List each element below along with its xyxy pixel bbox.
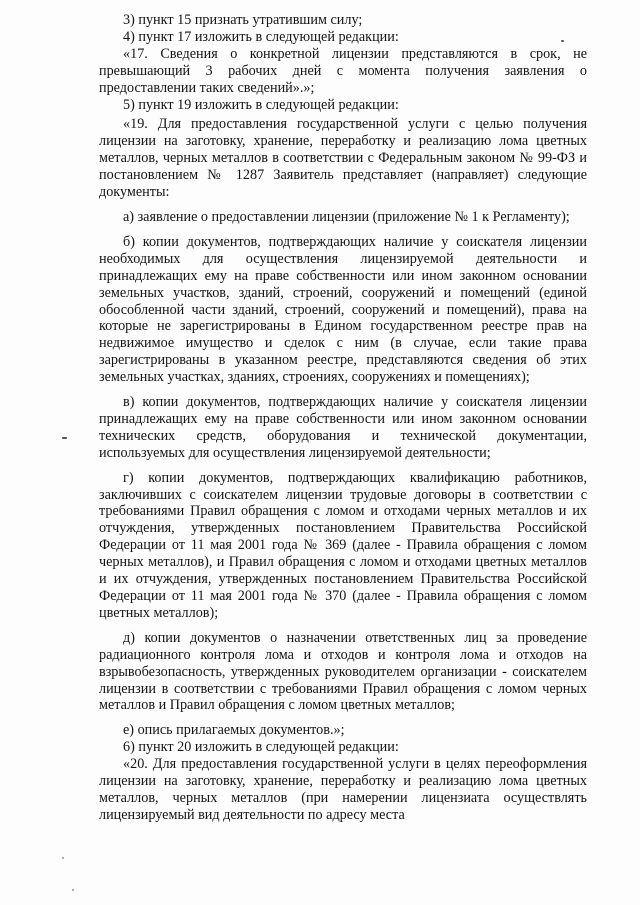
subitem-a-paragraph: а) заявление о предоставлении лицензии (приложение № 1 к Регламенту);: [123, 208, 570, 225]
clause-19-paragraph: «19. Для предоставления государственной услуги с целью получения лицензии на заготовку, хранение, переработку и реализацию лома цветных металлов, черных металлов в соответствии с Федеральным законом № 99-ФЗ и постановлением № 1287 Заявитель представляет (направляет) следующие документы:: [99, 116, 587, 201]
scan-speck-mark: [62, 857, 64, 859]
clause-20-paragraph: «20. Для предоставления государственной услуги в целях переоформления лицензии на заготовку, хранение, переработку и реализацию лома цветных металлов, черных металлов (при намерении лицензиата осуществлять лицензируемый вид деятельности по адресу места: [99, 756, 587, 823]
subitem-d-paragraph: д) копии документов о назначении ответственных лиц за проведение радиационного контроля лома и отходов и контроля лома и отходов на взрывобезопасность, утвержденных руководителем организации - соискателем лицензии в соответствии с требованиями Правил обращения с ломом черных металлов и Правил обращения с ломом цветных металлов;: [99, 629, 587, 714]
clause-17-paragraph: «17. Сведения о конкретной лицензии представляются в срок, не превышающий 3 рабочих дней с момента получения заявления о предоставлении таких сведений».»;: [99, 45, 587, 96]
scan-speck-mark: [72, 889, 74, 891]
document-body: [99, 12, 587, 824]
item-4-paragraph: 4) пункт 17 изложить в следующей редакции:: [123, 28, 399, 45]
item-6-paragraph: 6) пункт 20 изложить в следующей редакции:: [123, 739, 399, 756]
scan-speck-mark: [62, 437, 67, 439]
subitem-b-paragraph: б) копии документов, подтверждающих наличие у соискателя лицензии необходимых для осуществления лицензируемой деятельности и принадлежащих ему на праве собственности или ином законном основании земельных участков, зданий, строений, сооружений и помещений (единой обособленной части зданий, строений, сооружений и помещений), права на которые не зарегистрированы в Едином государственном реестре прав на недвижимое имущество и сделок с ним (в случае, если такие права зарегистрированы в указанном реестре, представляются сведения об этих земельных участках, зданиях, строениях, сооружениях и помещениях);: [99, 233, 587, 386]
subitem-e-paragraph: е) опись прилагаемых документов.»;: [123, 722, 345, 739]
subitem-v-paragraph: в) копии документов, подтверждающих наличие у соискателя лицензии принадлежащих ему на праве собственности или ином законном основании технических средств, оборудования и технической документации, используемых для осуществления лицензируемой деятельности;: [99, 394, 587, 461]
item-5-paragraph: 5) пункт 19 изложить в следующей редакции:: [123, 96, 399, 113]
subitem-g-paragraph: г) копии документов, подтверждающих квалификацию работников, заключивших с соискателем лицензии трудовые договоры в соответствии с требованиями Правил обращения с ломом и отходами черных металлов и их отчуждения, утвержденных постановлением Правительства Российской Федерации от 11 мая 2001 года № 369 (далее - Правила обращения с ломом черных металлов), и Правил обращения с ломом и отходами цветных металлов и их отчуждения, утвержденных постановлением Правительства Российской Федерации от 11 мая 2001 года № 370 (далее - Правила обращения с ломом цветных металлов);: [99, 469, 587, 621]
item-3-paragraph: 3) пункт 15 признать утратившим силу;: [123, 12, 363, 28]
scan-speck-mark: [561, 40, 564, 42]
